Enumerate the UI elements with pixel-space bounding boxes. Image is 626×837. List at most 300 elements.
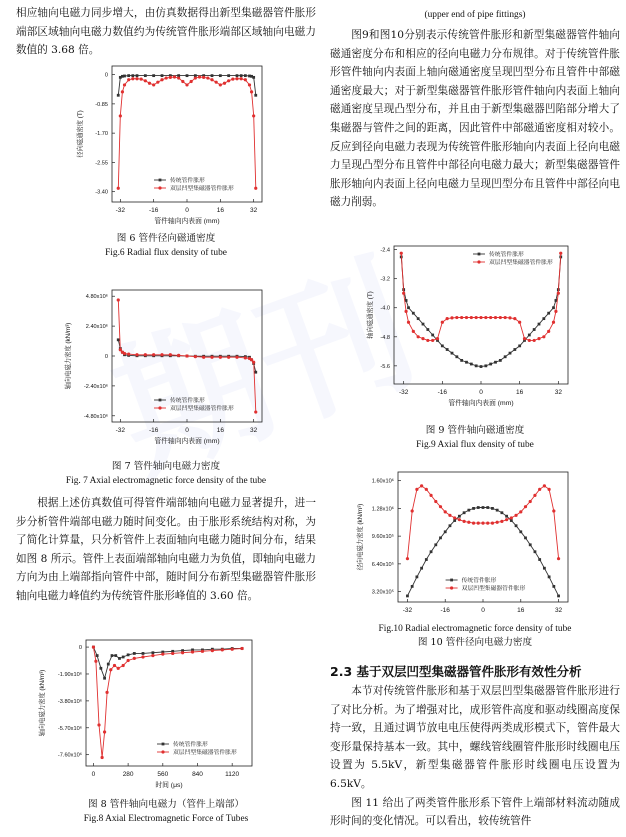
figure-10-caption-cn: 图 10 管件径向电磁力密度 — [417, 637, 533, 648]
fig9-y-tick-label: -2.4 — [380, 247, 390, 254]
fig7-point-s1 — [169, 353, 172, 356]
fig7-point-s1 — [244, 356, 247, 359]
fig6-point-s0 — [161, 74, 164, 77]
fig10-point-s1 — [486, 522, 489, 525]
fig8-y-tick-label: -1.90x10⁶ — [57, 671, 82, 678]
fig10-point-s0 — [453, 519, 456, 522]
fig7-y-tick-label: -4.80x10⁶ — [83, 413, 108, 420]
fig9-point-s1 — [518, 321, 521, 324]
fig6-point-s1 — [117, 187, 120, 190]
fig10-point-s1 — [510, 516, 513, 519]
fig9-point-s0 — [489, 363, 492, 366]
right-paragraph-2: 本节对传统管件胀形和基于双层凹型集磁器管件胀形进行了对比分析。为了增强对比，成形管件高度和驱动线圈高度保持一致，且通过调节放电电压使得两类成形模式下，管件最大变形量保持基本一致。其中，螺线管线圈管件胀形时线圈电压设置为 5.5kV，新型集磁器管件胀形时线圈电压设置为 6.5kV。 — [330, 685, 620, 790]
fig6-point-s0 — [152, 74, 155, 77]
fig9-y-axis-label: 轴向磁通密度 (T) — [367, 291, 374, 339]
fig8-x-tick-label: 0 — [91, 771, 96, 778]
fig9-point-s0 — [538, 323, 541, 326]
fig8-point-s0 — [151, 651, 154, 654]
fig10-point-s1 — [496, 521, 499, 524]
fig7-svg — [20, 282, 320, 450]
fig9-point-s0 — [547, 312, 550, 315]
fig10-point-s0 — [505, 515, 508, 518]
left-mid-paragraph: 根据上述仿真数值可得管件端部轴向电磁力显著提升，进一步分析管件端部电磁力随时间变化。由于胀形系统结构对称，为了简化计算量，只分析管件上表面轴向电磁力随时间分布，结果如图 8 所示。管件上表面端部轴向电磁力为负值，即轴向电磁力方向为由上端部指向管件中部，随时间分布新型集磁器管件胀形轴向电磁力峰值约为传统管件胀形峰值的 3.60 倍。 — [16, 497, 316, 602]
fig10-y-tick-label: 6.40x10⁵ — [371, 561, 394, 568]
fig10-svg — [334, 466, 624, 616]
fig8-y-tick-label: -3.80x10⁶ — [57, 698, 82, 705]
fig7-legend-marker-0 — [159, 399, 162, 402]
fig6-point-s1 — [254, 187, 257, 190]
fig9-point-s0 — [455, 355, 458, 358]
fig6-point-s0 — [131, 74, 134, 77]
fig9-point-s1 — [465, 316, 468, 319]
fig9-legend-entry-0: 传统管件胀形 — [489, 252, 524, 259]
fig10-point-s1 — [533, 494, 536, 497]
fig6-x-tick-label: 16 — [216, 207, 224, 214]
fig10-point-s1 — [458, 518, 461, 521]
fig9-x-tick-label: -32 — [398, 389, 409, 396]
fig9-point-s0 — [552, 306, 555, 309]
fig8-point-s0 — [111, 654, 114, 657]
fig8-point-s0 — [127, 653, 130, 656]
fig8-point-s0 — [107, 663, 110, 666]
fig7-legend-entry-0: 传统管件胀形 — [170, 398, 205, 405]
fig6-x-tick-label: -32 — [115, 207, 126, 214]
fig6-point-s1 — [190, 80, 193, 83]
fig9-y-tick-label: -5.6 — [380, 363, 390, 370]
fig10-point-s1 — [529, 500, 532, 503]
fig8-point-s0 — [118, 657, 121, 660]
fig10-point-s1 — [552, 509, 555, 512]
fig10-point-s1 — [514, 514, 517, 517]
figure-6-caption — [16, 232, 316, 260]
fig10-point-s1 — [467, 521, 470, 524]
figure-6-caption-cn: 图 6 管件径向磁通密度 — [116, 233, 216, 244]
fig9-point-s0 — [480, 365, 483, 368]
fig9-y-tick-label: -4.8 — [380, 334, 390, 341]
fig10-point-s1 — [505, 518, 508, 521]
figure-7-caption — [16, 460, 316, 488]
fig9-point-s1 — [402, 292, 405, 295]
fig6-point-s1 — [177, 76, 180, 79]
fig10-x-tick-label: -16 — [440, 607, 450, 614]
fig10-point-s0 — [543, 567, 546, 570]
fig10-point-s0 — [430, 550, 433, 553]
fig6-point-s1 — [235, 77, 238, 80]
fig8-point-s0 — [99, 667, 102, 670]
fig8-x-tick-label: 840 — [192, 771, 203, 778]
fig7-legend-marker-1 — [158, 406, 161, 409]
fig10-point-s0 — [500, 511, 503, 514]
fig9-point-s0 — [475, 364, 478, 367]
fig7-point-s1 — [202, 356, 205, 359]
fig8-point-s0 — [122, 656, 125, 659]
fig8-point-s1 — [122, 664, 125, 667]
fig6-point-s1 — [181, 80, 184, 83]
fig7-point-s1 — [117, 298, 120, 301]
fig10-point-s1 — [425, 488, 428, 491]
fig9-series-line-0 — [401, 257, 561, 367]
fig8-point-s1 — [117, 667, 120, 670]
fig10-point-s0 — [449, 524, 452, 527]
fig10-point-s0 — [406, 595, 409, 598]
fig8-point-s1 — [103, 730, 106, 733]
fig10-point-s0 — [458, 515, 461, 518]
fig7-y-tick-label: 4.80x10⁶ — [85, 294, 108, 301]
fig6-point-s1 — [202, 76, 205, 79]
fig9-x-tick-label: -16 — [437, 389, 448, 396]
fig8-y-tick-label: 0 — [78, 645, 82, 652]
fig6-x-tick-label: 0 — [185, 207, 189, 214]
fig7-x-axis-label: 管件轴向内表面 (mm) — [154, 438, 220, 445]
fig6-point-s1 — [140, 77, 143, 80]
fig6-point-s1 — [148, 82, 151, 85]
figure-7-chart — [20, 282, 320, 450]
fig7-point-s1 — [177, 354, 180, 357]
fig10-point-s0 — [472, 507, 475, 510]
fig7-x-tick-label: 0 — [185, 427, 189, 434]
fig9-point-s0 — [441, 344, 444, 347]
fig6-point-s1 — [185, 83, 188, 86]
figure-9-caption-cn: 图 9 管件轴向磁通密度 — [425, 425, 525, 436]
fig10-y-tick-label: 9.60x10⁵ — [371, 534, 394, 541]
fig6-legend-marker-0 — [159, 179, 162, 182]
fig9-point-s0 — [504, 355, 507, 358]
fig10-x-tick-label: -32 — [402, 607, 413, 614]
fig6-point-s1 — [173, 75, 176, 78]
fig9-point-s1 — [450, 316, 453, 319]
fig9-point-s1 — [436, 337, 439, 340]
fig8-point-s1 — [101, 756, 104, 759]
fig9-point-s1 — [470, 316, 473, 319]
fig10-point-s1 — [411, 509, 414, 512]
fig8-legend-entry-0: 传统管件胀形 — [173, 742, 208, 749]
fig9-point-s1 — [404, 310, 407, 313]
fig6-point-s1 — [227, 79, 230, 82]
figure-7-caption-en: Fig. 7 Axial electromagnetic force density of the tube — [65, 476, 267, 486]
fig6-point-s0 — [136, 74, 139, 77]
fig9-point-s1 — [508, 316, 511, 319]
fig6-point-s0 — [127, 74, 130, 77]
fig8-point-s1 — [221, 648, 224, 651]
fig10-point-s0 — [496, 509, 499, 512]
fig10-legend-entry-1: 双层凹型集磁器管件胀形 — [461, 586, 526, 593]
fig8-point-s1 — [94, 660, 97, 663]
fig9-point-s0 — [407, 306, 410, 309]
fig8-y-axis-label: 轴向电磁力密度 (kN/m³) — [39, 669, 46, 737]
fig8-point-s1 — [109, 668, 112, 671]
figure-7-caption-cn: 图 7 管件轴向电磁力密度 — [111, 461, 221, 472]
fig6-point-s0 — [211, 74, 214, 77]
figure-8-caption-cn: 图 8 管件轴向电磁力（管件上端部） — [87, 799, 245, 810]
fig7-point-s0 — [254, 371, 257, 374]
fig8-point-s1 — [231, 648, 234, 651]
fig10-y-tick-label: 1.28x10⁶ — [371, 506, 394, 513]
fig9-point-s1 — [441, 321, 444, 324]
fig10-point-s1 — [524, 505, 527, 508]
fig6-point-s1 — [240, 77, 243, 80]
fig7-point-s1 — [210, 356, 213, 359]
fig6-point-s1 — [131, 77, 134, 80]
fig6-point-s0 — [186, 74, 189, 77]
fig7-point-s1 — [185, 354, 188, 357]
fig9-point-s0 — [518, 344, 521, 347]
fig9-point-s1 — [504, 316, 507, 319]
fig6-point-s1 — [160, 78, 163, 81]
figure-10-caption-en: Fig.10 Radial electromagnetic force density of tube — [378, 624, 572, 634]
fig6-point-s1 — [194, 76, 197, 79]
fig9-plot-frame — [394, 246, 568, 384]
fig10-point-s0 — [557, 595, 560, 598]
fig9-point-s1 — [523, 337, 526, 340]
fig8-series-line-0 — [93, 647, 242, 678]
fig10-point-s1 — [481, 522, 484, 525]
figure-9-caption — [330, 424, 620, 452]
fig9-point-s1 — [554, 310, 557, 313]
fig7-point-s1 — [219, 356, 222, 359]
fig10-point-s1 — [472, 522, 475, 525]
fig7-point-s1 — [135, 353, 138, 356]
fig10-point-s0 — [486, 506, 489, 509]
fig8-point-s0 — [103, 677, 106, 680]
fig9-point-s0 — [499, 359, 502, 362]
fig6-y-tick-label: -2.55 — [95, 160, 108, 167]
fig6-point-s1 — [244, 78, 247, 81]
fig8-point-s0 — [133, 652, 136, 655]
fig6-point-s1 — [215, 81, 218, 84]
fig10-point-s1 — [500, 520, 503, 523]
fig9-point-s0 — [542, 317, 545, 320]
fig9-point-s1 — [407, 321, 410, 324]
fig8-x-tick-label: 280 — [122, 771, 134, 778]
fig7-y-tick-label: 0 — [104, 354, 108, 360]
fig9-point-s1 — [489, 316, 492, 319]
fig9-point-s0 — [426, 328, 429, 331]
fig10-point-s1 — [538, 488, 541, 491]
fig10-point-s0 — [477, 506, 480, 509]
fig8-y-tick-label: -5.70x10⁶ — [57, 725, 82, 732]
fig10-x-tick-label: 0 — [481, 607, 485, 614]
fig8-point-s1 — [191, 650, 194, 653]
fig9-legend-entry-1: 双层凹型集磁器管件胀形 — [489, 260, 553, 267]
fig10-legend-entry-0: 传统管件胀形 — [461, 578, 497, 585]
fig9-point-s0 — [470, 363, 473, 366]
fig9-point-s1 — [557, 292, 560, 295]
fig10-point-s0 — [552, 585, 555, 588]
figure-10-chart — [334, 466, 624, 616]
fig6-point-s0 — [252, 76, 255, 79]
fig7-legend-entry-1: 双层凹型集磁器管件胀形 — [170, 406, 234, 413]
fig10-point-s1 — [463, 520, 466, 523]
fig6-y-tick-label: -1.70 — [95, 131, 108, 138]
fig8-series-line-1 — [93, 647, 242, 757]
figure-6-chart — [20, 60, 320, 230]
fig8-y-tick-label: -7.60x10⁶ — [57, 752, 82, 759]
fig8-legend-entry-1: 双层凹型集磁器管件胀形 — [173, 750, 237, 757]
fig6-point-s1 — [127, 78, 130, 81]
fig8-point-s1 — [141, 655, 144, 658]
fig9-x-tick-label: 16 — [516, 389, 524, 396]
fig8-legend-marker-0 — [162, 743, 165, 746]
right-paragraph-block-2 — [330, 682, 620, 831]
left-top-paragraph: 相应轴向电磁力同步增大，由仿真数据得出新型集磁器管件胀形端部区域轴向电磁力数值约为传统管件胀形端部区域轴向电磁力数值的 3.68 倍。 — [16, 7, 316, 57]
fig9-point-s0 — [528, 334, 531, 337]
fig7-point-s1 — [127, 353, 130, 356]
fig7-point-s1 — [123, 352, 126, 355]
fig10-point-s0 — [425, 558, 428, 561]
fig9-x-tick-label: 32 — [554, 389, 562, 396]
fig7-point-s1 — [250, 358, 253, 361]
fig10-y-axis-label: 径向电磁力密度 (kN/m³) — [357, 503, 364, 571]
fig9-point-s1 — [426, 339, 429, 342]
fig9-point-s1 — [484, 316, 487, 319]
fig10-point-s0 — [411, 585, 414, 588]
fig9-point-s0 — [484, 364, 487, 367]
fig10-point-s1 — [519, 510, 522, 513]
fig8-point-s1 — [97, 723, 100, 726]
fig7-x-tick-label: -16 — [148, 427, 159, 434]
fig10-x-tick-label: 16 — [517, 607, 525, 614]
fig10-point-s0 — [534, 550, 537, 553]
fig9-point-s1 — [421, 337, 424, 340]
fig6-point-s1 — [156, 81, 159, 84]
fig10-point-s0 — [482, 506, 485, 509]
fig6-point-s1 — [223, 82, 226, 85]
fig6-point-s1 — [231, 77, 234, 80]
figure-9-chart — [334, 240, 624, 410]
fig9-point-s1 — [547, 330, 550, 333]
fig9-point-s0 — [509, 352, 512, 355]
fig10-point-s1 — [429, 494, 432, 497]
fig10-point-s0 — [524, 536, 527, 539]
fig9-point-s1 — [494, 316, 497, 319]
fig10-point-s1 — [444, 510, 447, 513]
fig10-y-tick-label: 3.20x10⁵ — [371, 589, 394, 596]
fig8-point-s1 — [240, 647, 243, 650]
fig10-legend-marker-1 — [450, 586, 453, 589]
fig6-point-s0 — [227, 74, 230, 77]
fig10-point-s0 — [538, 558, 541, 561]
fig8-x-axis-label: 时间 (μs) — [155, 782, 183, 789]
fig9-y-tick-label: -3.2 — [380, 276, 390, 283]
fig6-point-s1 — [248, 83, 251, 86]
fig6-point-s0 — [144, 74, 147, 77]
fig7-point-s1 — [144, 353, 147, 356]
fig7-point-s1 — [254, 410, 257, 413]
fig10-point-s1 — [448, 514, 451, 517]
fig6-point-s1 — [121, 90, 124, 93]
fig6-point-s1 — [169, 76, 172, 79]
fig10-point-s0 — [515, 524, 518, 527]
fig7-x-tick-label: -32 — [115, 427, 126, 434]
fig7-y-tick-label: 2.40x10⁶ — [85, 324, 108, 331]
fig9-point-s0 — [422, 323, 425, 326]
fig10-point-s1 — [415, 488, 418, 491]
fig10-y-tick-label: 1.60x10⁶ — [371, 478, 394, 485]
fig10-point-s1 — [548, 488, 551, 491]
fig6-point-s0 — [219, 74, 222, 77]
fig10-point-s1 — [420, 484, 423, 487]
right-paragraph-1: 图9和图10分别表示传统管件胀形和新型集磁器管件轴向磁通密度分布和相应的径向电磁力分布规律。对于传统管件胀形管件轴向内表面上轴向磁通密度呈现凹型分布且管件中部磁通密度最大；对于新型集磁器管件胀形管件轴向内表面上轴向磁通密度呈现凸型分布，并且由于新型集磁器凹陷部分增大了集磁器与管件之间的距离，因此管件中部磁通密度相对较小。反应到径向电磁力表现为传统管件胀形轴向内表面上径向电磁力呈现凸型分布且管件中部径向电磁力最大；新型集磁器管件胀形轴向内表面上径向电磁力呈现凹型分布且管件中部径向电磁力削弱。 — [330, 29, 620, 209]
fig10-point-s0 — [434, 543, 437, 546]
figure-10-caption — [330, 622, 620, 650]
fig9-point-s0 — [451, 352, 454, 355]
fig10-point-s0 — [529, 543, 532, 546]
fig6-legend-entry-1: 双层凹型集磁器管件胀形 — [170, 186, 234, 193]
fig7-x-tick-label: 16 — [216, 427, 224, 434]
fig8-point-s0 — [114, 654, 117, 657]
fig10-point-s0 — [415, 575, 418, 578]
fig9-point-s1 — [542, 335, 545, 338]
right-paragraph-3: 图 11 给出了两类管件胀形系下管件上端部材料流动随成形时间的变化情况。可以看出，较传统管件 — [330, 796, 620, 828]
fig9-point-s0 — [513, 348, 516, 351]
fig10-point-s0 — [467, 509, 470, 512]
fig10-point-s1 — [439, 505, 442, 508]
fig10-legend-marker-0 — [450, 579, 453, 582]
figure-6-caption-en: Fig.6 Radial flux density of tube — [105, 248, 227, 258]
fig6-point-s0 — [254, 94, 257, 97]
fig9-point-s1 — [559, 252, 562, 255]
fig6-x-tick-label: 32 — [250, 207, 258, 214]
fig9-svg — [334, 240, 624, 410]
fig6-point-s1 — [165, 76, 168, 79]
fig8-point-s1 — [113, 664, 116, 667]
fig8-point-s1 — [201, 650, 204, 653]
fig6-x-axis-label: 管件轴向内表面 (mm) — [154, 218, 220, 225]
fig7-x-tick-label: 32 — [250, 427, 258, 434]
figure-9-caption-en: Fig.9 Axial flux density of tube — [416, 440, 534, 450]
fig9-point-s1 — [537, 337, 540, 340]
fig6-point-s1 — [252, 114, 255, 117]
fig9-legend-marker-0 — [478, 253, 481, 256]
fig10-point-s0 — [444, 530, 447, 533]
fig7-point-s1 — [160, 353, 163, 356]
fig8-point-s0 — [142, 652, 145, 655]
fig8-x-tick-label: 1120 — [225, 771, 240, 778]
fig6-point-s1 — [219, 83, 222, 86]
figure-8-caption-en: Fig.8 Axial Electromagnetic Force of Tubes — [83, 814, 249, 824]
fig8-point-s1 — [211, 649, 214, 652]
fig9-point-s1 — [446, 317, 449, 320]
fig7-point-s0 — [117, 338, 120, 341]
fig8-point-s1 — [161, 653, 164, 656]
fig9-x-tick-label: 0 — [479, 389, 483, 396]
fig9-series-line-1 — [401, 253, 561, 340]
fig10-point-s0 — [420, 567, 423, 570]
fig10-point-s1 — [406, 557, 409, 560]
fig6-svg — [20, 60, 320, 230]
fig9-point-s1 — [479, 316, 482, 319]
fig10-x-tick-label: 32 — [554, 607, 563, 614]
fig8-point-s1 — [171, 652, 174, 655]
fig7-point-s1 — [194, 355, 197, 358]
fig9-point-s1 — [417, 335, 420, 338]
fig6-point-s0 — [117, 94, 120, 97]
fig6-y-tick-label: 0 — [104, 72, 108, 79]
left-mid-paragraph-block — [16, 494, 316, 606]
figure-8-caption — [16, 798, 316, 826]
fig10-point-s1 — [434, 500, 437, 503]
fig9-point-s1 — [460, 316, 463, 319]
fig7-point-s1 — [119, 348, 122, 351]
fig9-point-s1 — [528, 339, 531, 342]
fig9-point-s1 — [533, 339, 536, 342]
fig6-point-s0 — [244, 74, 247, 77]
fig6-point-s0 — [236, 74, 239, 77]
fig9-point-s0 — [431, 334, 434, 337]
fig6-point-s0 — [240, 74, 243, 77]
fig9-point-s1 — [499, 316, 502, 319]
fig10-point-s0 — [463, 511, 466, 514]
